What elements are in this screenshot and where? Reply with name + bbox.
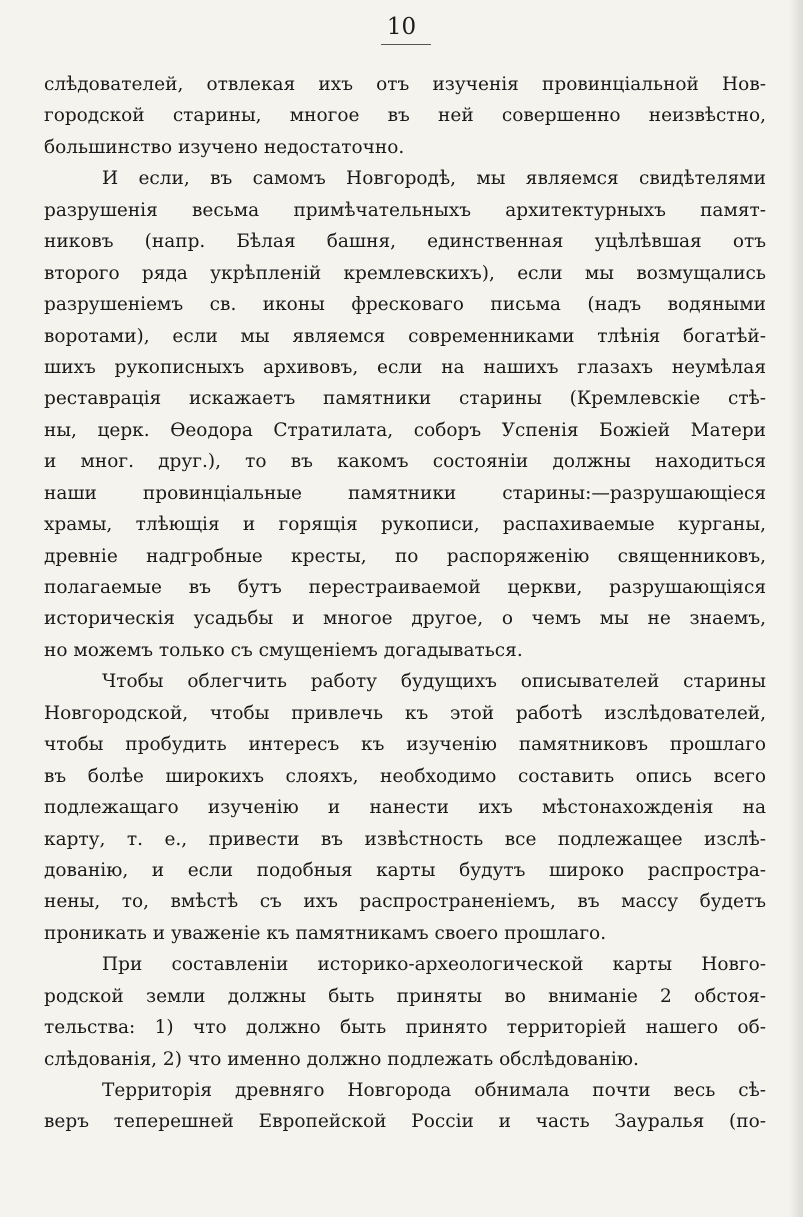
- text-line: храмы, тлѣющія и горящія рукописи, распахиваемые курганы,: [44, 514, 766, 536]
- text-line: веръ теперешней Европейской Россіи и часть Зауралья (по-: [44, 1111, 766, 1133]
- text-line: шихъ рукописныхъ архивовъ, если на нашихъ глазахъ неумѣлая: [44, 356, 766, 378]
- text-line: И если, въ самомъ Новгородѣ, мы являемся свидѣтелями: [102, 168, 766, 190]
- text-line: проникать и уваженіе къ памятникамъ своего прошлаго.: [44, 922, 607, 944]
- text-line: въ болѣе широкихъ слояхъ, необходимо составить опись всего: [44, 765, 766, 787]
- page-edge-shadow: [789, 0, 803, 1217]
- text-line: Новгородской, чтобы привлечь къ этой работѣ изслѣдователей,: [44, 702, 766, 724]
- body-text: [44, 69, 766, 1138]
- text-line: наши провинціальные памятники старины:—разрушающіеся: [44, 482, 766, 504]
- text-line: но можемъ только съ смущеніемъ догадываться.: [44, 639, 523, 661]
- text-line: подлежащаго изученію и нанести ихъ мѣстонахожденія на: [44, 797, 766, 819]
- text-line: никовъ (напр. Бѣлая башня, единственная уцѣлѣвшая отъ: [44, 231, 766, 253]
- text-line: карту, т. е., привести въ извѣстность все подлежащее изслѣ-: [44, 828, 766, 850]
- text-line: слѣдованія, 2) что именно должно подлежать обслѣдованію.: [44, 1048, 639, 1070]
- text-line: тельства: 1) что должно быть принято территоріей нашего об-: [44, 1017, 766, 1039]
- text-line: воротами), если мы являемся современниками тлѣнія богатѣй-: [44, 325, 766, 347]
- page-number: 10: [386, 14, 417, 40]
- text-line: ны, церк. Ѳеодора Стратилата, соборъ Успенія Божіей Матери: [44, 419, 766, 441]
- text-line: городской старины, многое въ ней совершенно неизвѣстно,: [44, 105, 766, 127]
- text-line: разрушеніемъ св. иконы фресковаго письма (надъ водяными: [44, 294, 766, 316]
- text-line: древніе надгробные кресты, по распоряженію священниковъ,: [44, 545, 766, 567]
- text-line: нены, то, вмѣстѣ съ ихъ распространеніемъ, въ массу будетъ: [44, 891, 766, 913]
- text-line: историческія усадьбы и многое другое, о чемъ мы не знаемъ,: [44, 608, 766, 630]
- text-line: большинство изучено недостаточно.: [44, 136, 405, 158]
- text-line: реставрація искажаетъ памятники старины (Кремлевскіе стѣ-: [44, 388, 766, 410]
- text-line: разрушенія весьма примѣчательныхъ архитектурныхъ памят-: [44, 199, 766, 221]
- text-line: чтобы пробудить интересъ къ изученію памятниковъ прошлаго: [44, 734, 766, 756]
- text-line: родской земли должны быть приняты во вниманіе 2 обстоя-: [44, 985, 766, 1007]
- text-line: слѣдователей, отвлекая ихъ отъ изученія провинціальной Нов-: [44, 74, 766, 95]
- text-line: Чтобы облегчить работу будущихъ описывателей старины: [102, 671, 766, 693]
- text-line: полагаемые въ бутъ перестраиваемой церкви, разрушающіяся: [44, 577, 766, 598]
- text-line: и мног. друг.), то въ какомъ состояніи должны находиться: [44, 451, 766, 473]
- text-line: второго ряда укрѣпленій кремлевскихъ), если мы возмущались: [44, 262, 766, 284]
- text-line: Территорія древняго Новгорода обнимала почти весь сѣ-: [102, 1080, 766, 1101]
- text-line: При составленіи историко-археологической карты Новго-: [102, 954, 766, 976]
- page-number-rule: [381, 44, 431, 45]
- text-line: дованію, и если подобныя карты будутъ широко распростра-: [44, 859, 766, 881]
